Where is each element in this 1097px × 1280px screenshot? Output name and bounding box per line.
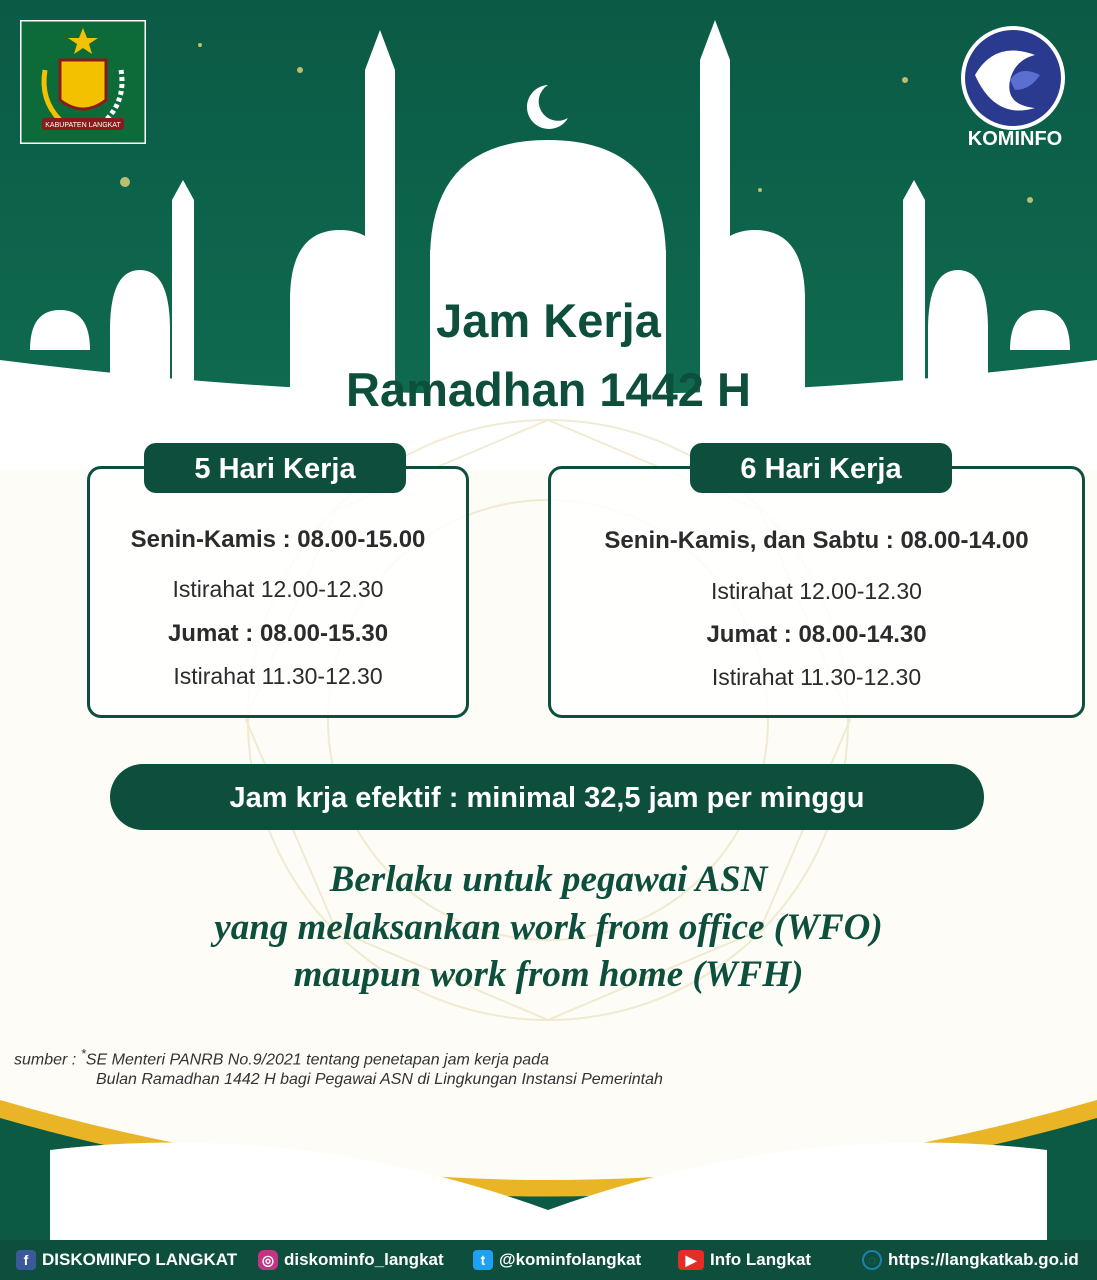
five-day-weekday-break: Istirahat 12.00-12.30 bbox=[172, 576, 384, 602]
instagram-link[interactable] bbox=[258, 1250, 444, 1270]
logo-caption: KABUPATEN LANGKAT bbox=[45, 122, 121, 129]
five-day-friday-break: Istirahat 11.30-12.30 bbox=[173, 663, 383, 689]
kominfo-label: KOMINFO bbox=[967, 128, 1063, 150]
five-day-label: 5 Hari Kerja bbox=[144, 443, 406, 493]
applies-line-1: Berlaku untuk pegawai ASN bbox=[329, 859, 768, 900]
applies-line-2: yang melaksankan work from office (WFO) bbox=[214, 907, 883, 948]
kabupaten-langkat-logo bbox=[20, 20, 146, 144]
six-day-friday-hours: Jumat : 08.00-14.30 bbox=[706, 621, 927, 648]
instagram-label: diskominfo_langkat bbox=[284, 1250, 444, 1269]
facebook-link[interactable] bbox=[16, 1250, 237, 1270]
source-note bbox=[14, 1046, 549, 1069]
six-day-weekday-hours: Senin-Kamis, dan Sabtu : 08.00-14.00 bbox=[604, 527, 1029, 554]
page-title: Jam Kerja bbox=[436, 294, 661, 347]
six-day-weekday-break: Istirahat 12.00-12.30 bbox=[711, 578, 922, 604]
youtube-link[interactable] bbox=[678, 1250, 811, 1270]
youtube-label: Info Langkat bbox=[710, 1250, 812, 1269]
twitter-label: @kominfolangkat bbox=[499, 1250, 642, 1269]
source-prefix: sumber : bbox=[14, 1051, 81, 1069]
source-line-1: SE Menteri PANRB No.9/2021 tentang penetapan jam kerja pada bbox=[85, 1051, 549, 1069]
twitter-icon: t bbox=[473, 1250, 493, 1270]
five-day-weekday-hours: Senin-Kamis : 08.00-15.00 bbox=[130, 526, 426, 553]
applies-line-3: maupun work from home (WFH) bbox=[293, 954, 804, 995]
globe-icon: ◌ bbox=[862, 1250, 882, 1270]
five-day-friday-hours: Jumat : 08.00-15.30 bbox=[167, 620, 389, 647]
facebook-label: DISKOMINFO LANGKAT bbox=[42, 1250, 238, 1269]
effective-hours-banner: Jam krja efektif : minimal 32,5 jam per minggu bbox=[110, 764, 984, 830]
page-subtitle: Ramadhan 1442 H bbox=[346, 363, 751, 416]
instagram-icon: ◎ bbox=[258, 1250, 278, 1270]
youtube-icon: ▶ bbox=[678, 1250, 704, 1270]
source-line-2: Bulan Ramadhan 1442 H bagi Pegawai ASN di Lingkungan Instansi Pemerintah bbox=[96, 1071, 663, 1088]
six-day-label: 6 Hari Kerja bbox=[690, 443, 952, 493]
twitter-link[interactable] bbox=[473, 1250, 641, 1270]
source-marker: * bbox=[80, 1046, 86, 1061]
facebook-icon: f bbox=[16, 1250, 36, 1270]
website-label: https://langkatkab.go.id bbox=[888, 1250, 1079, 1269]
six-day-friday-break: Istirahat 11.30-12.30 bbox=[711, 664, 922, 690]
website-link[interactable] bbox=[862, 1250, 1079, 1270]
